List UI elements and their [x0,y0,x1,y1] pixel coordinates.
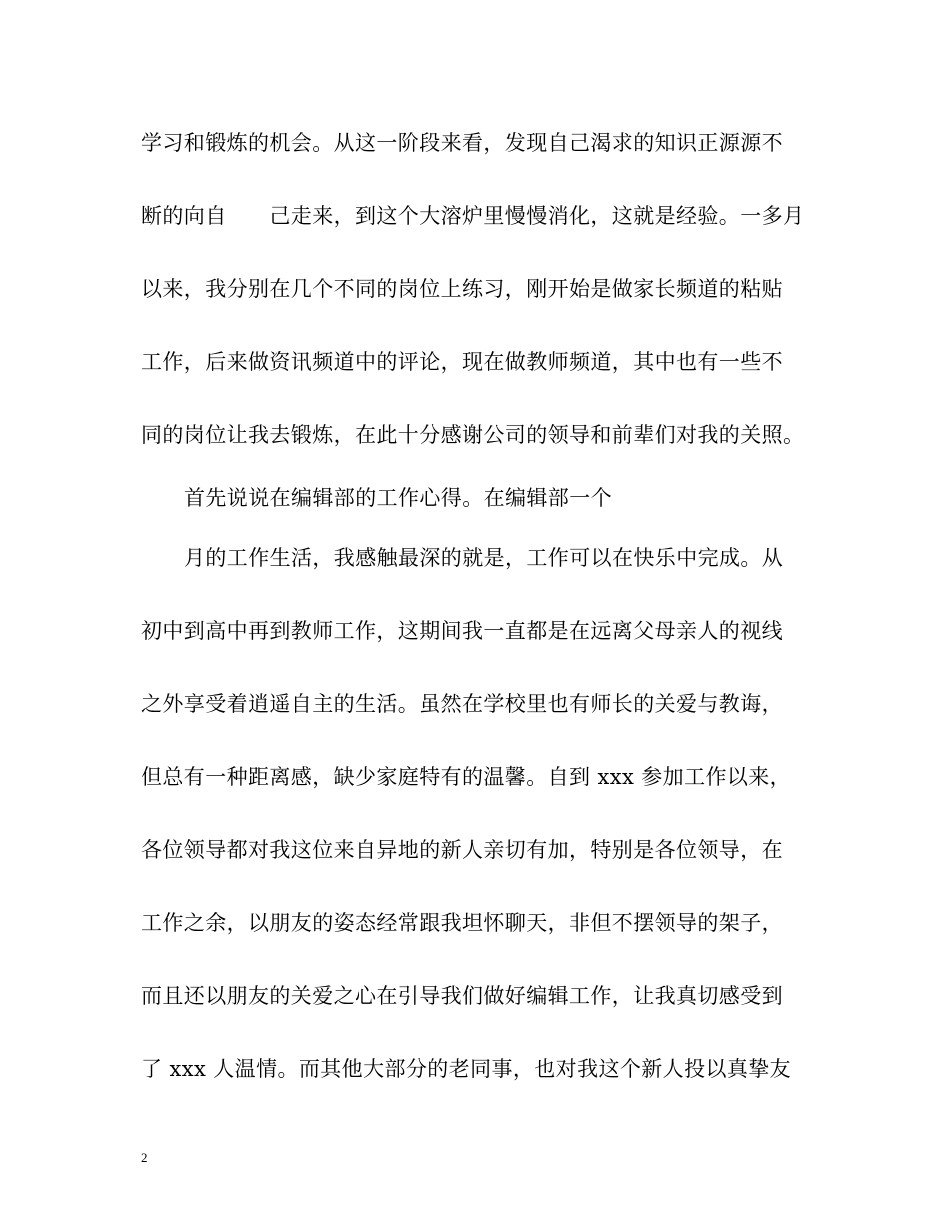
text-line: 了 xxx 人温情。而其他大部分的老同事，也对我这个新人投以真挚友 [141,1057,792,1081]
text-line: 以来，我分别在几个不同的岗位上练习，刚开始是做家长频道的粘贴 [141,277,783,301]
text-line: 同的岗位让我去锻炼，在此十分感谢公司的领导和前辈们对我的关照。 [141,423,805,447]
text-line: 之外享受着逍遥自主的生活。虽然在学校里也有师长的关爱与教诲， [141,692,783,716]
text-line: 但总有一种距离感，缺少家庭特有的温馨。自到 xxx 参加工作以来， [141,765,792,789]
text-line: 各位领导都对我这位来自异地的新人亲切有加，特别是各位领导，在 [141,838,783,862]
text-line: 学习和锻炼的机会。从这一阶段来看，发现自己渴求的知识正源源不 [141,131,783,155]
text-line: 工作，后来做资讯频道中的评论，现在做教师频道，其中也有一些不 [141,350,783,374]
text-line: 初中到高中再到教师工作，这期间我一直都是在远离父母亲人的视线 [141,619,783,643]
paragraph-start-line: 首先说说在编辑部的工作心得。在编辑部一个 [184,486,612,510]
page-number: 2 [141,1150,148,1165]
text-line: 工作之余，以朋友的姿态经常跟我坦怀聊天，非但不摆领导的架子， [141,911,783,935]
text-line: 而且还以朋友的关爱之心在引导我们做好编辑工作，让我真切感受到 [141,984,783,1008]
text-line: 月的工作生活，我感触最深的就是，工作可以在快乐中完成。从 [184,546,784,570]
text-line: 断的向自 己走来，到这个大溶炉里慢慢消化，这就是经验。一多月 [141,204,805,228]
